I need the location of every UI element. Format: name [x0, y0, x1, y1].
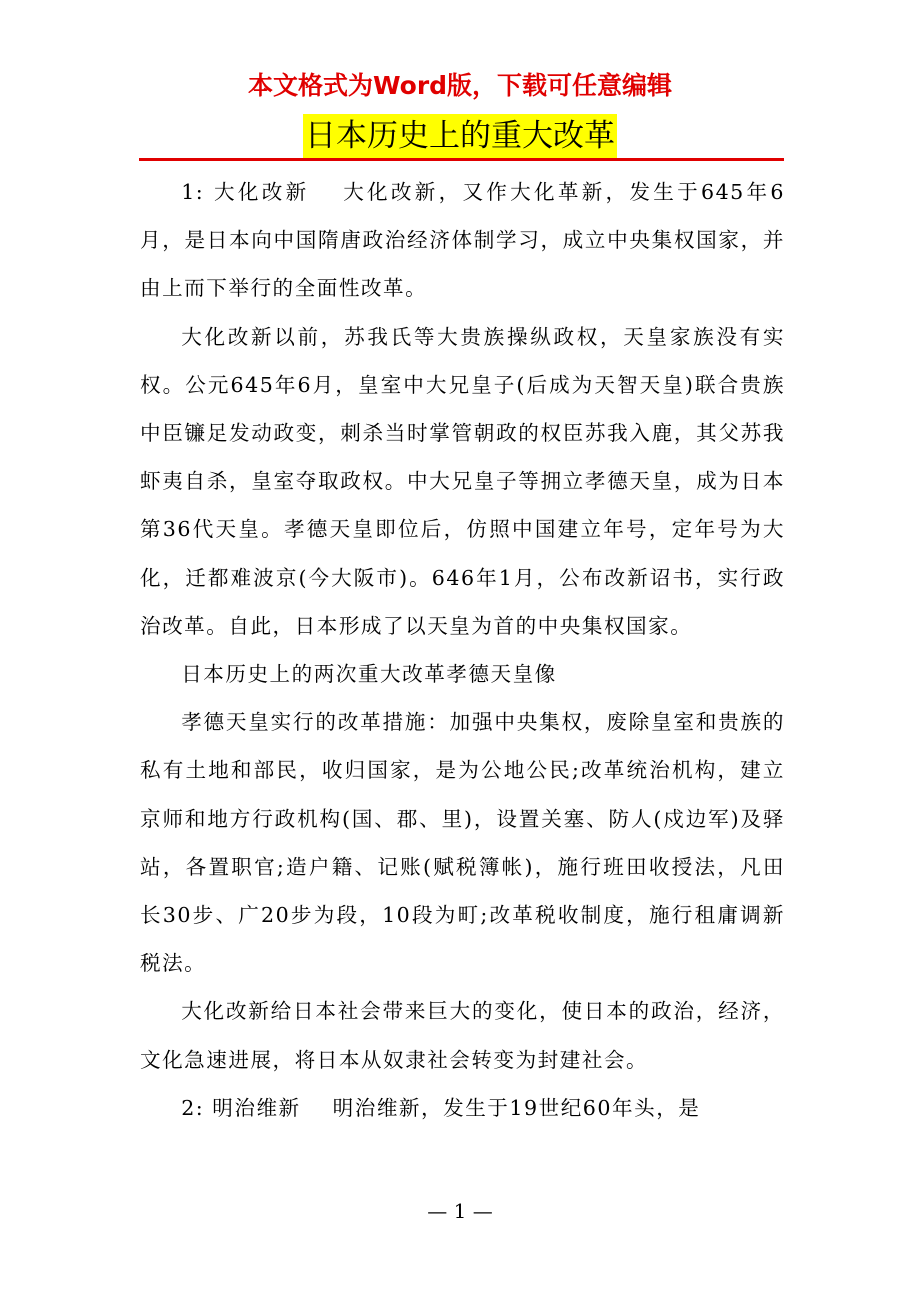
paragraph-taika-intro: [140, 168, 785, 313]
paragraph-text: 大化改新，又作大化革新，发生于645年6月，是日本向中国隋唐政治经济体制学习，成立中央集权国家，并由上而下举行的全面性改革。: [140, 180, 785, 301]
download-banner: 本文格式为Word版，下载可任意编辑: [247, 71, 673, 100]
page-title: 日本历史上的重大改革: [303, 114, 617, 158]
title-container: [0, 114, 920, 158]
paragraph-reform-measures: 孝德天皇实行的改革措施：加强中央集权，废除皇室和贵族的私有土地和部民，收归国家，是为公地公民;改革统治机构，建立京师和地方行政机构(国、郡、里)，设置关塞、防人(戍边军)及驿站，各置职官;造户籍、记账(赋税簿帐)，施行班田收授法，凡田长30步、广20步为段，10段为町;改革税收制度，施行租庸调新税法。: [140, 710, 785, 976]
paragraph-meiji-intro: [140, 1084, 785, 1132]
paragraph-taika-impact: 大化改新给日本社会带来巨大的变化，使日本的政治，经济，文化急速进展，将日本从奴隶社会转变为封建社会。: [140, 999, 785, 1072]
article-body: [140, 168, 785, 1132]
paragraph-text: 明治维新，发生于19世纪60年头，是: [332, 1095, 701, 1120]
title-divider: [139, 158, 784, 161]
section-label-taika: 1: 大化改新: [181, 180, 310, 204]
image-caption: 日本历史上的两次重大改革孝德天皇像: [181, 662, 557, 687]
section-label-meiji: 2: 明治维新: [181, 1095, 301, 1120]
page-number: — 1 —: [427, 1199, 493, 1223]
paragraph-taika-background: 大化改新以前，苏我氏等大贵族操纵政权，天皇家族没有实权。公元645年6月，皇室中大兄皇子(后成为天智天皇)联合贵族中臣镰足发动政变，刺杀当时掌管朝政的权臣苏我入鹿，其父苏我虾夷自杀，皇室夺取政权。中大兄皇子等拥立孝德天皇，成为日本第36代天皇。孝德天皇即位后，仿照中国建立年号，定年号为大化，迁都难波京(今大阪市)。646年1月，公布改新诏书，实行政治改革。自此，日本形成了以天皇为首的中央集权国家。: [140, 324, 785, 638]
